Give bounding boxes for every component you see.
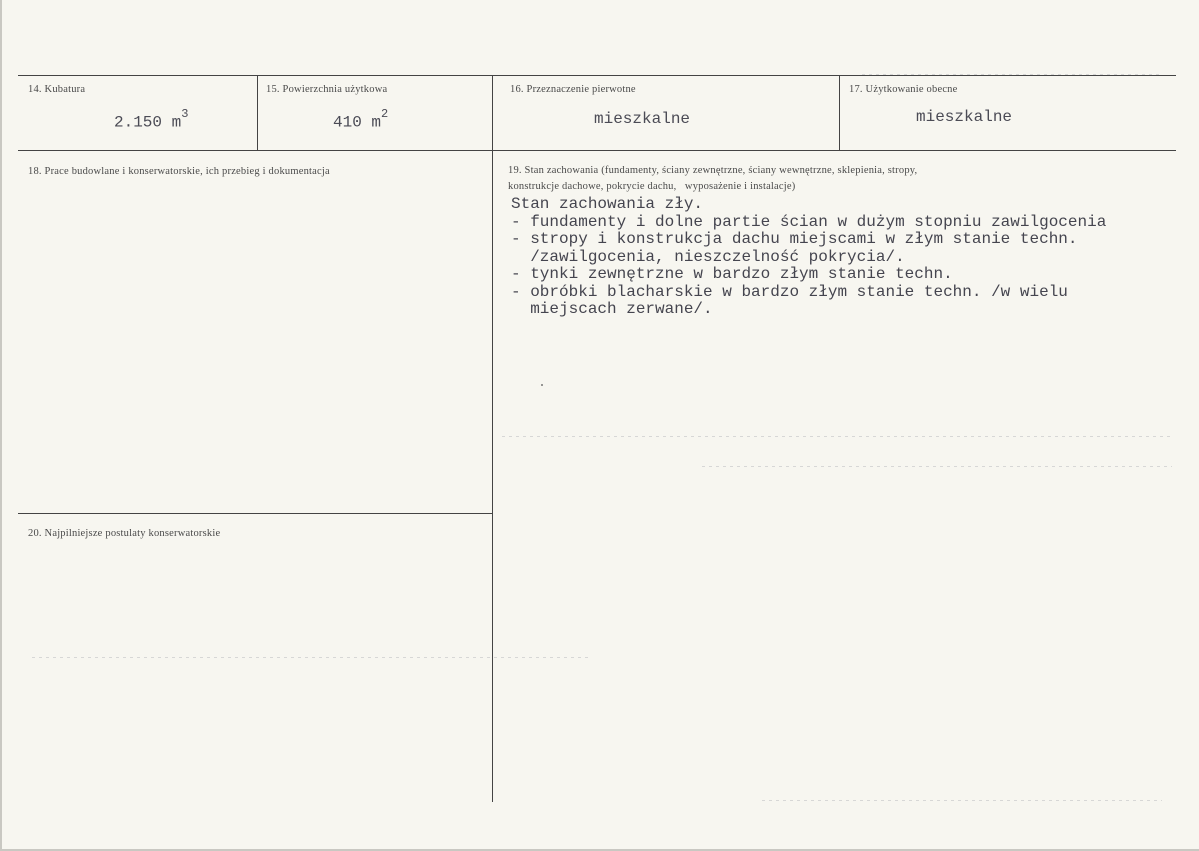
field-17-label: 17. Użytkowanie obecne <box>849 84 958 95</box>
field-19-line: - tynki zewnętrzne w bardzo złym stanie techn. <box>511 265 953 283</box>
field-14-value: 2.150 $m^3$ <box>114 107 189 132</box>
field-15-label: 15. Powierzchnia użytkowa <box>266 84 388 95</box>
field-19-line: miejscach zerwane/. <box>511 300 713 318</box>
col-divider-1 <box>257 75 258 150</box>
faint-line <box>762 800 1162 801</box>
field-17-value: mieszkalne <box>916 108 1013 126</box>
row1-bottom-rule <box>18 150 1176 151</box>
field-14-label: 14. Kubatura <box>28 84 86 95</box>
col-divider-3 <box>839 75 840 150</box>
top-rule <box>18 75 1176 76</box>
field-19-label-line2: konstrukcje dachowe, pokrycie dachu, wyposażenie i instalacje) <box>508 181 796 192</box>
field-20-label: 20. Najpilniejsze postulaty konserwatorskie <box>28 528 221 539</box>
faint-line <box>862 74 1162 75</box>
field-19-text <box>511 196 1106 319</box>
field-16-label: 16. Przeznaczenie pierwotne <box>510 84 636 95</box>
field-19-line: - stropy i konstrukcja dachu miejscami w złym stanie techn. <box>511 230 1078 248</box>
field-19-line: - obróbki blacharskie w bardzo złym stanie techn. /w wielu <box>511 282 1068 301</box>
field-19-line: Stan zachowania zły. <box>511 195 704 213</box>
field-16-value: mieszkalne <box>594 110 691 128</box>
field-19-line: - fundamenty i dolne partie ścian w dużym stopniu zawilgocenia <box>511 212 1107 231</box>
row2-divider-rule <box>18 513 492 514</box>
faint-line <box>502 436 1172 437</box>
faint-line <box>32 657 592 658</box>
field-15-value: 410 $m^2$ <box>333 107 389 132</box>
field-19-label-line1: 19. Stan zachowania (fundamenty, ściany zewnętrzne, ściany wewnętrzne, sklepienia, stropy, <box>508 165 918 176</box>
stray-dot <box>541 384 543 386</box>
field-18-label: 18. Prace budowlane i konserwatorskie, ich przebieg i dokumentacja <box>28 166 330 177</box>
field-19-line: /zawilgocenia, nieszczelność pokrycia/. <box>511 247 905 266</box>
faint-line <box>702 466 1172 467</box>
col-divider-2 <box>492 75 493 802</box>
